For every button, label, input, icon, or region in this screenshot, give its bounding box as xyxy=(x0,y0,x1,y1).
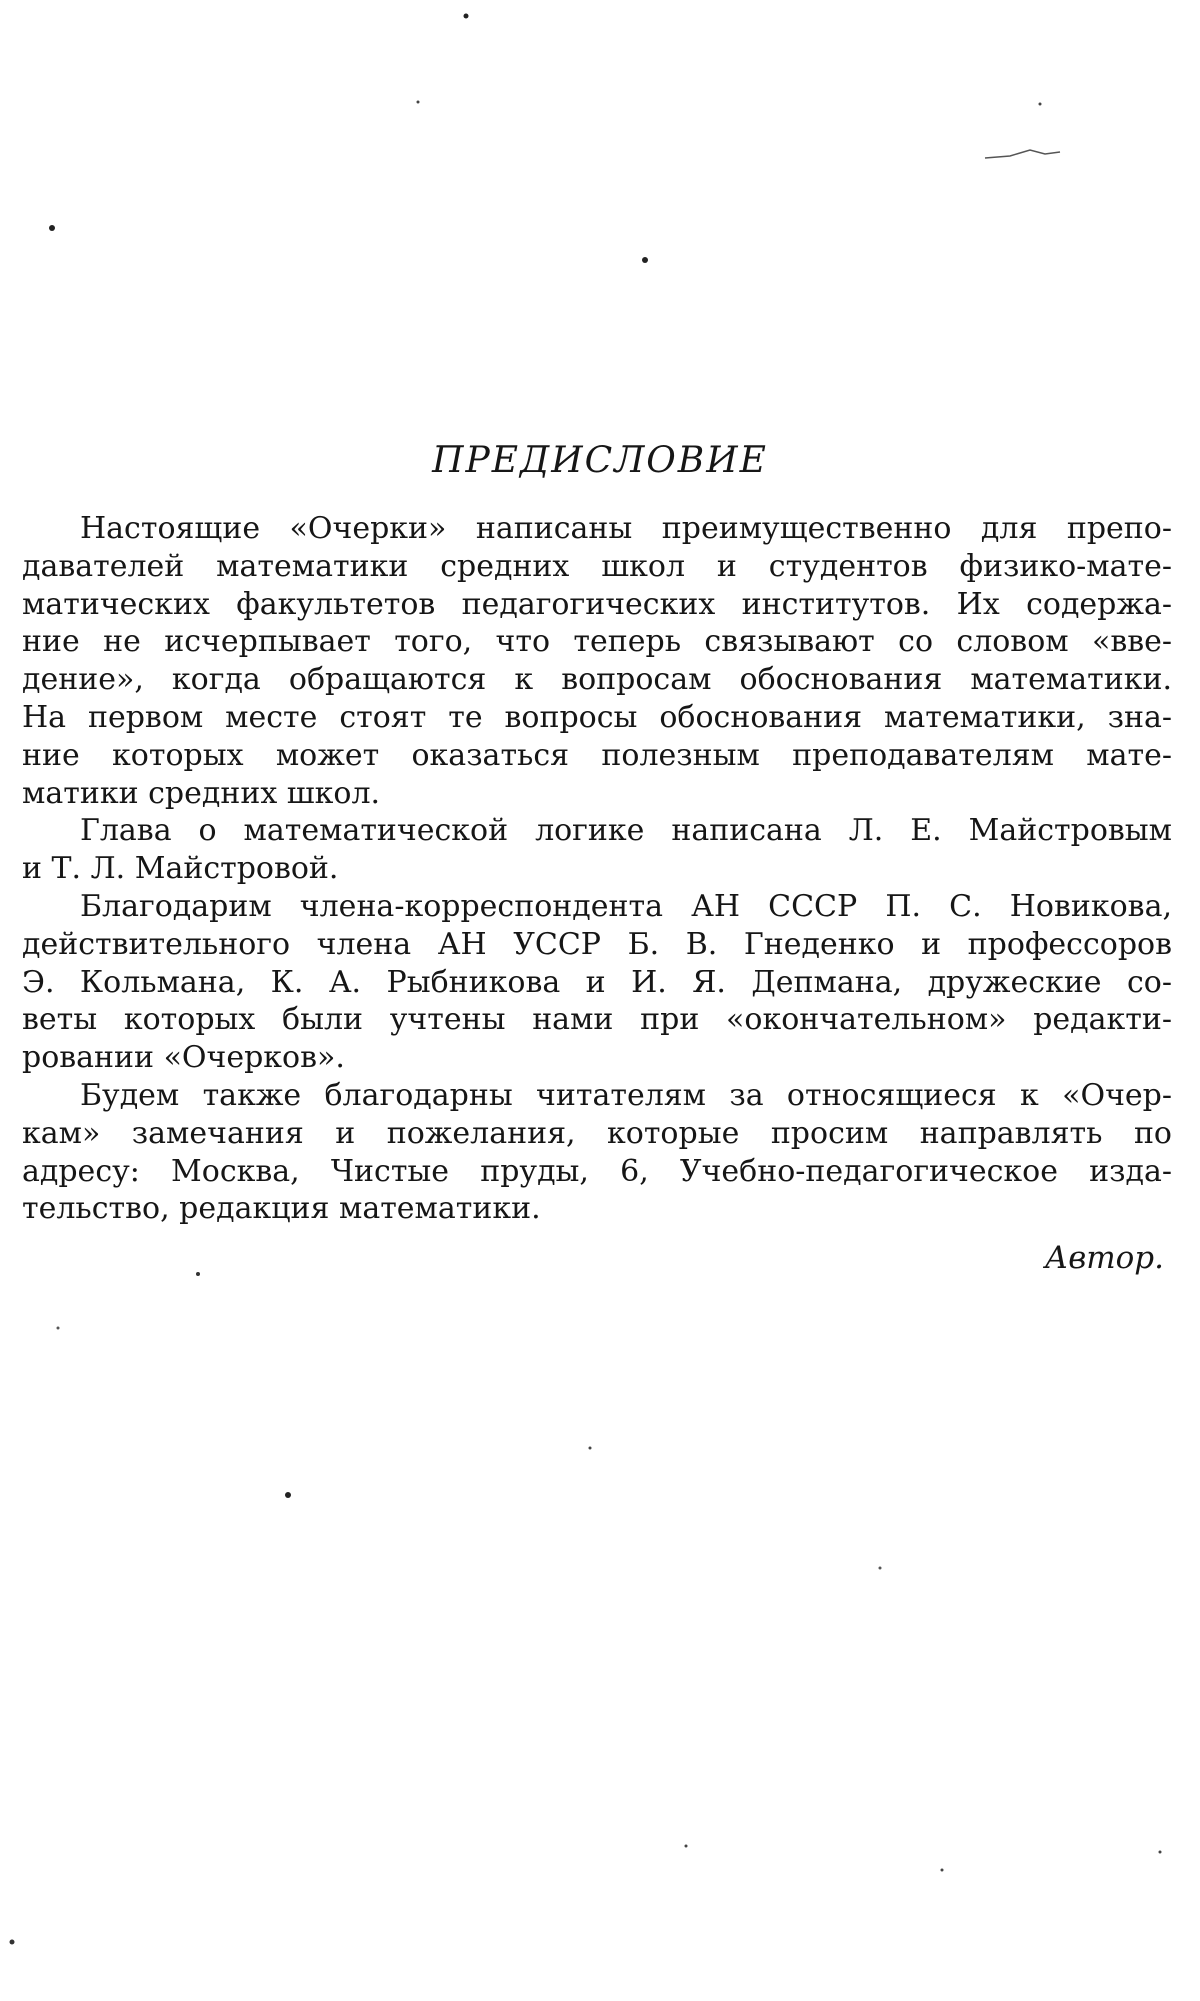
preface-text xyxy=(22,510,1172,1228)
text-line: действительного члена АН УССР Б. В. Гнеденко и профессоров xyxy=(22,926,1172,962)
paragraph-4 xyxy=(22,1077,1172,1228)
text-line: матики средних школ. xyxy=(22,775,381,811)
text-line: веты которых были учтены нами при «окончательном» редакти- xyxy=(22,1002,1172,1038)
text-line: кам» замечания и пожелания, которые просим направлять по xyxy=(22,1115,1172,1151)
text-line: матических факультетов педагогических институтов. Их содержа- xyxy=(22,586,1172,622)
author-signature: Автор. xyxy=(1044,1240,1164,1276)
paragraph-3 xyxy=(22,888,1172,1077)
text-line: и Т. Л. Майстровой. xyxy=(22,851,339,887)
text-line: адресу: Москва, Чистые пруды, 6, Учебно-педагогическое изда- xyxy=(22,1153,1172,1189)
paragraph-2 xyxy=(22,812,1172,888)
text-line: Благодарим члена-корреспондента АН СССР П. С. Новикова, xyxy=(80,888,1172,924)
text-line: Э. Кольмана, К. А. Рыбникова и И. Я. Депмана, дружеские со- xyxy=(22,964,1172,1000)
text-line: Будем также благодарны читателям за относящиеся к «Очер- xyxy=(80,1077,1172,1113)
page-title: ПРЕДИСЛОВИЕ xyxy=(432,440,768,481)
paragraph-1 xyxy=(22,510,1172,812)
text-line: давателей математики средних школ и студентов физико-мате- xyxy=(22,548,1172,584)
text-line: Глава о математической логике написана Л. Е. Майстровым xyxy=(80,813,1172,849)
text-line: ние не исчерпывает того, что теперь связывают со словом «вве- xyxy=(22,624,1172,660)
text-line: ровании «Очерков». xyxy=(22,1040,345,1076)
text-line: дение», когда обращаются к вопросам обоснования математики. xyxy=(22,662,1172,698)
text-line: ние которых может оказаться полезным преподавателям мате- xyxy=(22,737,1172,773)
text-line: тельство, редакция математики. xyxy=(22,1191,541,1227)
text-line: Настоящие «Очерки» написаны преимущественно для препо- xyxy=(80,511,1172,546)
text-line: На первом месте стоят те вопросы обоснования математики, зна- xyxy=(22,699,1172,735)
